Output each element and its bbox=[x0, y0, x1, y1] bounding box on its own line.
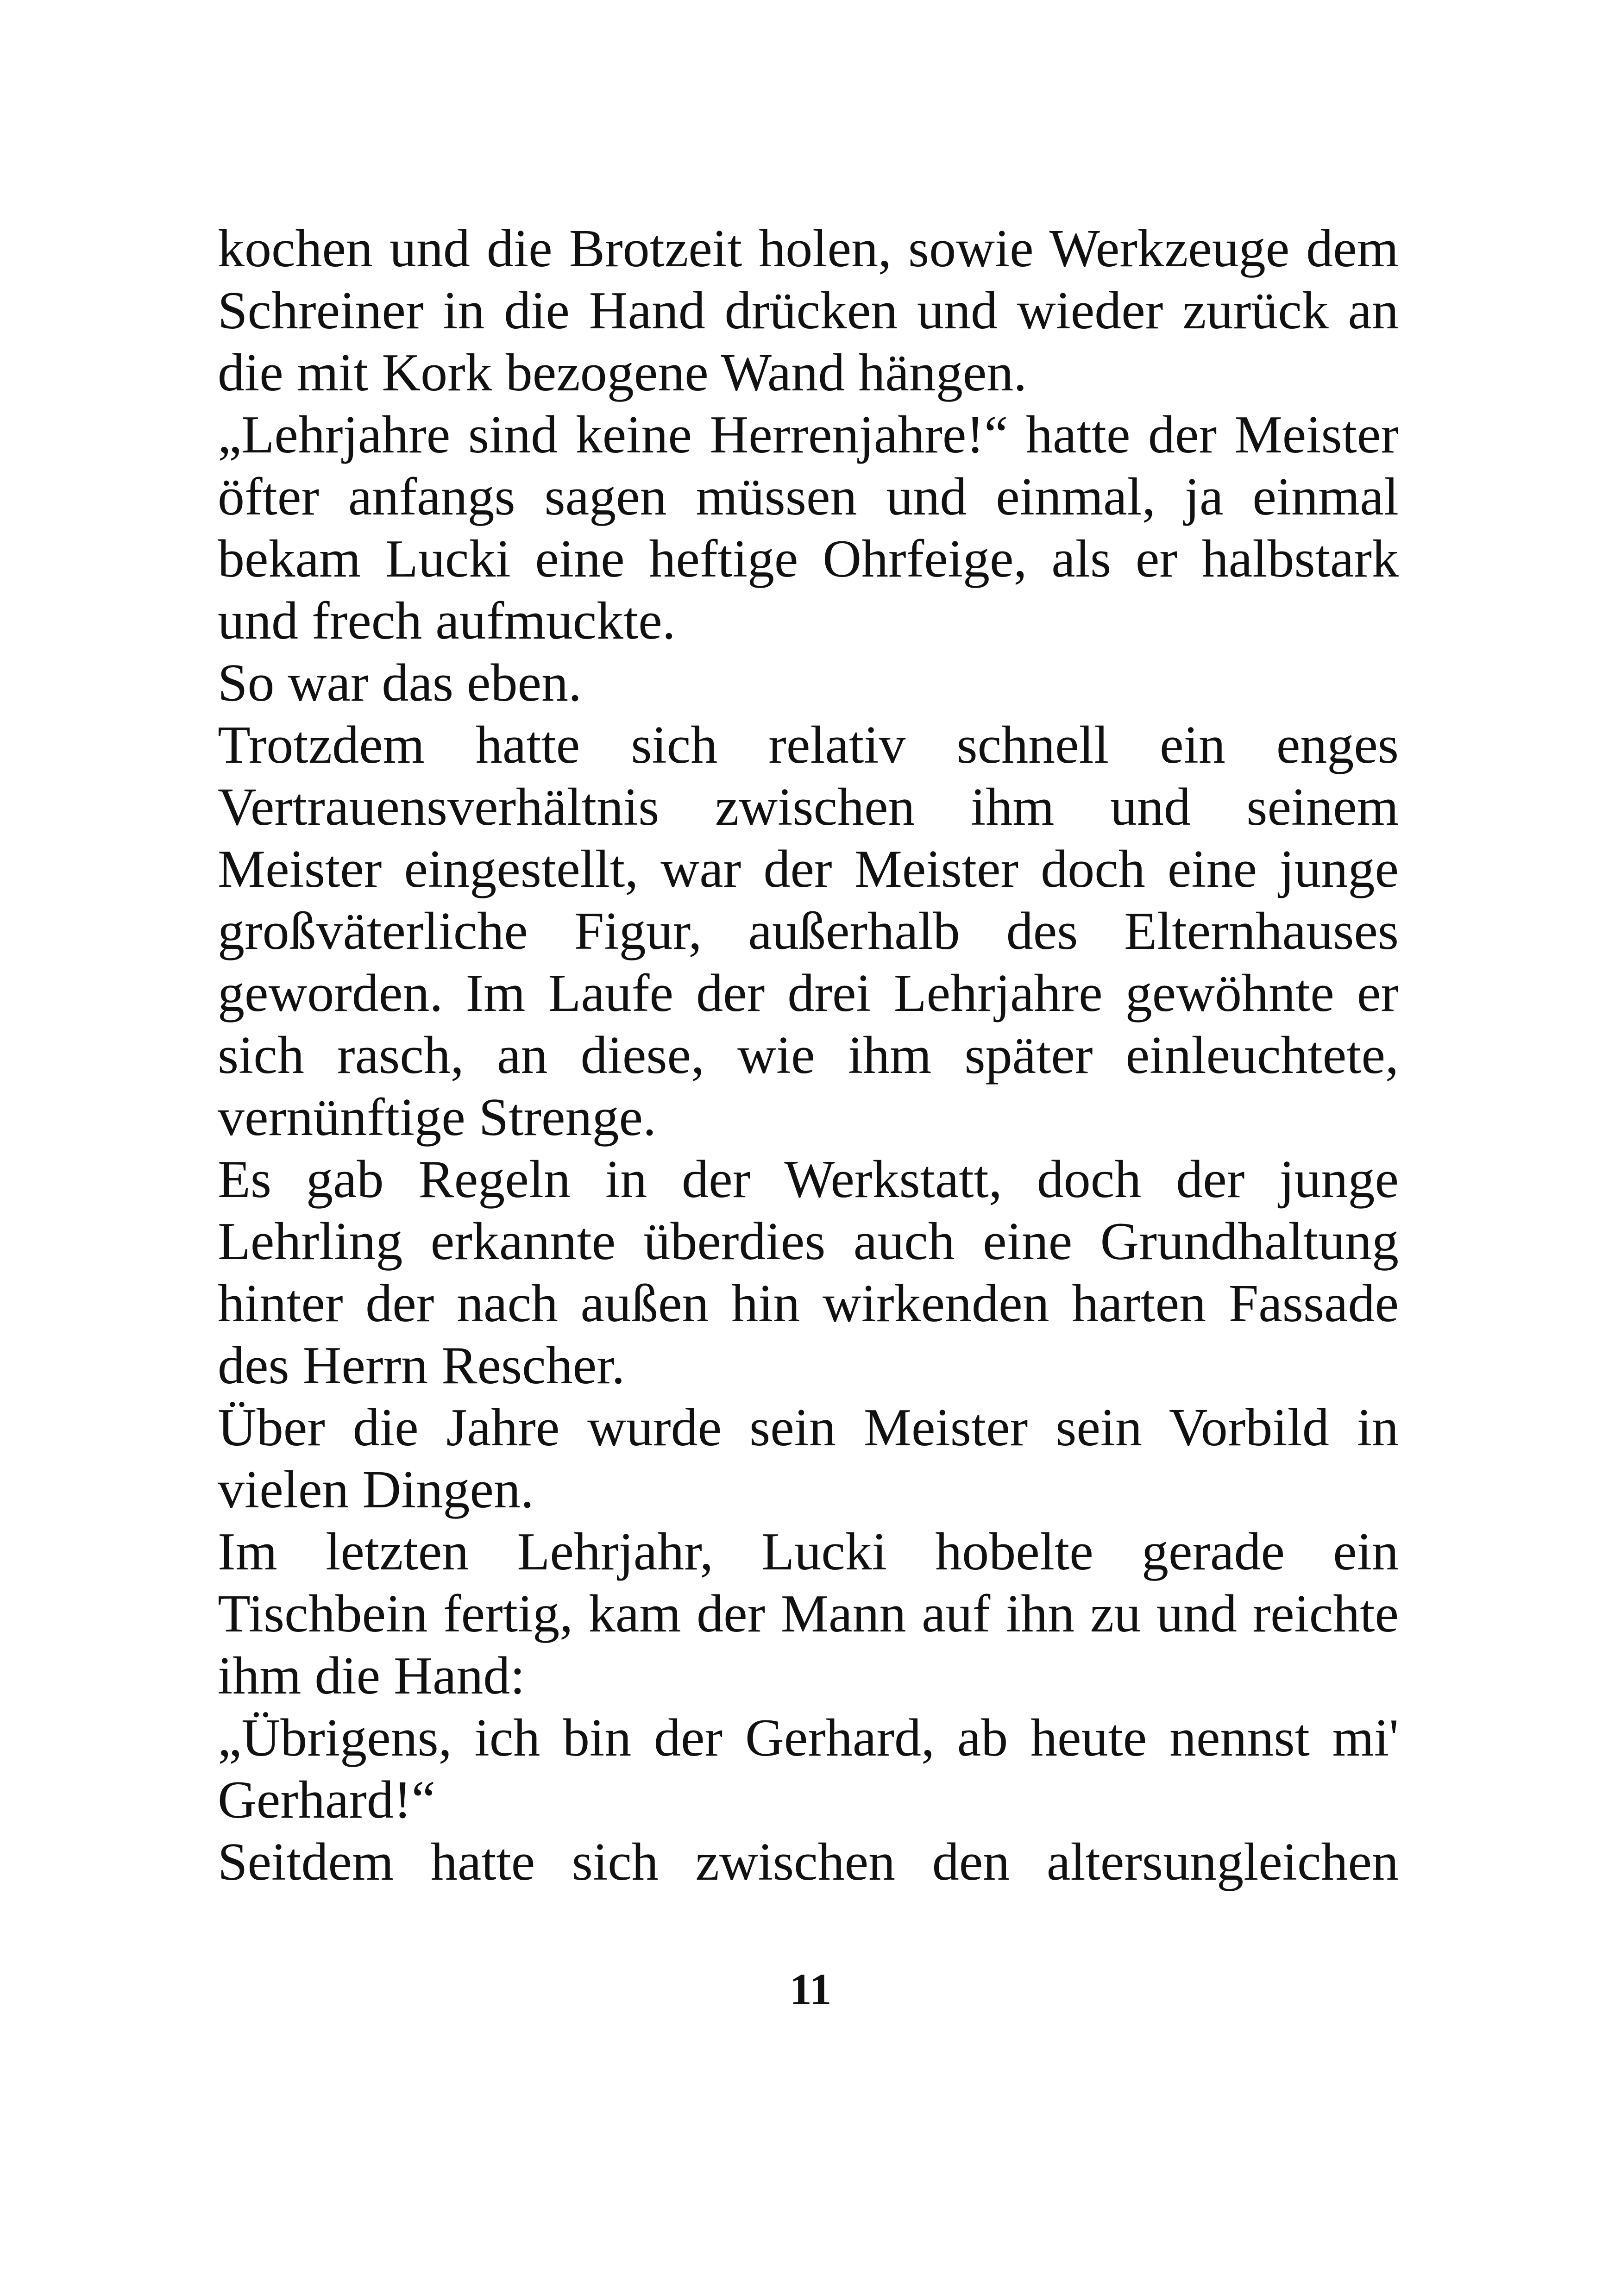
text-line: Vertrauensverhältnis zwischen ihm und seinem bbox=[218, 778, 1399, 837]
text-line: Meister eingestellt, war der Meister doch eine junge bbox=[218, 840, 1399, 899]
text-line: Im letzten Lehrjahr, Lucki hobelte gerade ein bbox=[218, 1522, 1399, 1581]
text-line: die mit Kork bezogene Wand hängen. bbox=[218, 343, 1027, 402]
text-line: Über die Jahre wurde sein Meister sein Vorbild in bbox=[218, 1398, 1399, 1457]
text-line: Gerhard!“ bbox=[218, 1770, 436, 1830]
page-number: 11 bbox=[789, 1964, 832, 2014]
text-line: Seitdem hatte sich zwischen den altersungleichen bbox=[218, 1832, 1399, 1892]
text-line: geworden. Im Laufe der drei Lehrjahre gewöhnte er bbox=[218, 964, 1399, 1023]
text-line: des Herrn Rescher. bbox=[218, 1336, 625, 1395]
text-line: „Übrigens, ich bin der Gerhard, ab heute nennst mi' bbox=[218, 1708, 1399, 1768]
text-line: vernünftige Strenge. bbox=[218, 1088, 657, 1147]
body-text bbox=[218, 218, 1399, 1893]
text-line: ihm die Hand: bbox=[218, 1646, 525, 1706]
text-line: hinter der nach außen hin wirkenden harten Fassade bbox=[218, 1274, 1399, 1333]
text-line: Tischbein fertig, kam der Mann auf ihn zu und reichte bbox=[218, 1584, 1399, 1644]
text-line: sich rasch, an diese, wie ihm später einleuchtete, bbox=[218, 1026, 1399, 1085]
text-line: bekam Lucki eine heftige Ohrfeige, als er halbstark bbox=[218, 529, 1399, 589]
text-line: kochen und die Brotzeit holen, sowie Werkzeuge dem bbox=[218, 219, 1399, 278]
text-line: vielen Dingen. bbox=[218, 1460, 534, 1519]
text-line: „Lehrjahre sind keine Herrenjahre!“ hatte der Meister bbox=[218, 405, 1399, 464]
text-line: Lehrling erkannte überdies auch eine Grundhaltung bbox=[218, 1212, 1399, 1271]
text-line: Schreiner in die Hand drücken und wieder zurück an bbox=[218, 281, 1399, 340]
text-line: Trotzdem hatte sich relativ schnell ein enges bbox=[218, 715, 1399, 775]
text-line: und frech aufmuckte. bbox=[218, 591, 676, 651]
text-line: So war das eben. bbox=[218, 653, 582, 713]
text-line: großväterliche Figur, außerhalb des Elternhauses bbox=[218, 902, 1399, 961]
text-line: öfter anfangs sagen müssen und einmal, ja einmal bbox=[218, 467, 1399, 527]
text-line: Es gab Regeln in der Werkstatt, doch der junge bbox=[218, 1150, 1399, 1209]
